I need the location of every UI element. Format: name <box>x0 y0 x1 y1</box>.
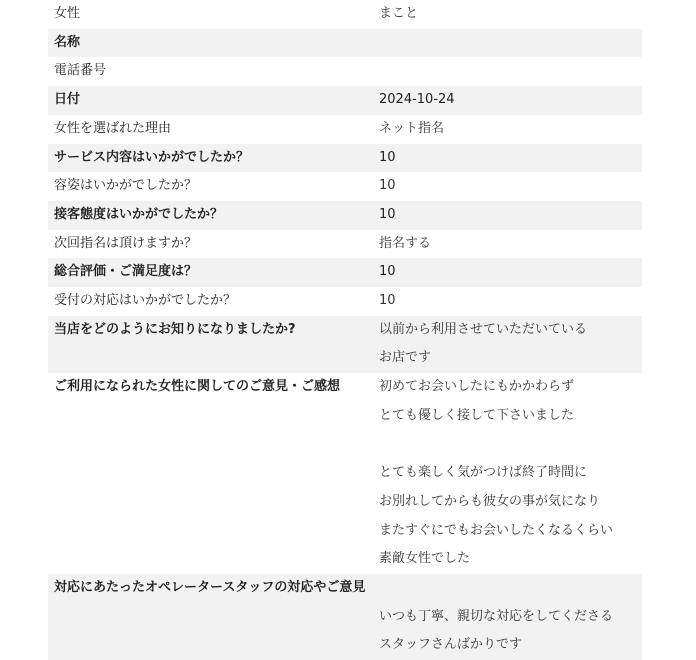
row-label-phone: 電話番号 <box>54 63 107 79</box>
table-row <box>48 230 642 259</box>
row-label-overall: 総合評価・ご満足度は？ <box>48 258 373 287</box>
table-row <box>48 258 642 287</box>
row-value-next-nomination <box>373 230 642 259</box>
value-line: スタッフさんばかりです <box>379 637 523 653</box>
row-label-appearance: 容姿はいかがでしたか？ <box>54 178 198 194</box>
table-row <box>48 0 642 29</box>
value-line: とても優しく接して下さいました <box>379 407 575 423</box>
value-line: またすぐにでもお会いしたくなるくらい <box>379 522 614 538</box>
row-value-name <box>373 29 642 58</box>
row-label-reason: 女性を選ばれた理由 <box>54 120 172 136</box>
value-line: とても楽しく気がつけば終了時間に <box>379 465 588 481</box>
row-value-overall <box>373 258 642 287</box>
value-line: 以前から利用させていただいている <box>379 321 588 337</box>
table-row <box>48 86 642 115</box>
value-line <box>379 574 642 603</box>
table-row <box>48 373 642 574</box>
value-line: 10 <box>379 264 396 280</box>
row-value-phone <box>373 57 642 86</box>
value-line: お店です <box>379 350 432 366</box>
table-row <box>48 57 642 86</box>
value-line: まこと <box>379 6 419 21</box>
value-line <box>379 430 642 459</box>
row-value-impressions <box>373 373 642 574</box>
value-line: いつも丁寧、親切な対応をしてくださる <box>379 608 614 624</box>
row-label-next-nomination: 次回指名は頂けますか？ <box>54 235 198 251</box>
row-label-attitude: 接客態度はいかがでしたか？ <box>48 201 373 230</box>
table-row <box>48 144 642 173</box>
row-label-reception: 受付の対応はいかがでしたか？ <box>54 293 237 309</box>
row-value-service <box>373 144 642 173</box>
row-label-how-found: 当店をどのようにお知りになりましたか? <box>48 316 373 373</box>
row-label-impressions: ご利用になられた女性に関してのご意見・ご感想 <box>54 379 341 395</box>
survey-table <box>48 0 642 660</box>
value-line: ネット指名 <box>379 120 445 136</box>
row-label-operator: 対応にあたったオペレータースタッフの対応やご意見 <box>48 574 373 660</box>
row-value-operator <box>373 574 642 660</box>
row-value-woman <box>373 0 642 29</box>
row-label-woman: 女性 <box>54 6 81 21</box>
table-row <box>48 172 642 201</box>
value-line: 初めてお会いしたにもかかわらず <box>379 379 575 395</box>
value-line <box>379 57 642 86</box>
value-line: 2024-10-24 <box>379 92 455 108</box>
table-row <box>48 115 642 144</box>
row-value-attitude <box>373 201 642 230</box>
row-value-appearance <box>373 172 642 201</box>
table-row <box>48 201 642 230</box>
table-row <box>48 574 642 660</box>
value-line: 10 <box>379 149 396 165</box>
value-line: 素敵女性でした <box>379 551 471 567</box>
table-row <box>48 29 642 58</box>
value-line: 10 <box>379 178 396 194</box>
row-value-reason <box>373 115 642 144</box>
value-line: 10 <box>379 293 396 309</box>
row-value-date <box>373 86 642 115</box>
value-line <box>379 29 642 58</box>
row-value-reception <box>373 287 642 316</box>
row-label-service: サービス内容はいかがでしたか？ <box>48 144 373 173</box>
table-row <box>48 287 642 316</box>
value-line: お別れしてからも彼女の事が気になり <box>379 493 601 509</box>
value-line: 10 <box>379 206 396 222</box>
row-label-name: 名称 <box>48 29 373 58</box>
table-row <box>48 316 642 373</box>
row-value-how-found <box>373 316 642 373</box>
value-line: 指名する <box>379 235 432 251</box>
row-label-date: 日付 <box>48 86 373 115</box>
